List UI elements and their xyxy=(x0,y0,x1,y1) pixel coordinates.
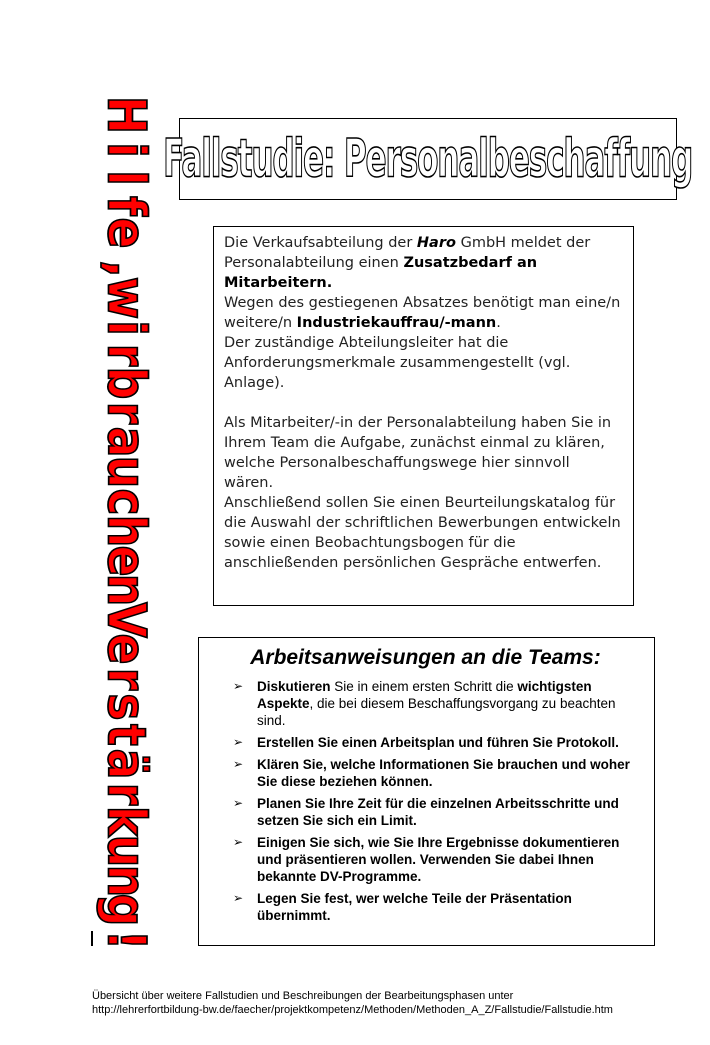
tasks-box xyxy=(198,637,655,946)
banner-letter: , xyxy=(95,260,159,278)
list-item xyxy=(211,890,640,924)
banner-letter: g xyxy=(95,893,159,927)
list-item xyxy=(211,834,640,885)
banner-letter: ä xyxy=(95,748,159,780)
task-text: , die bei diesem Beschaffungsvorgang zu beachten sind. xyxy=(257,696,616,728)
banner-letter: n xyxy=(95,864,159,898)
tasks-heading: Arbeitsanweisungen an die Teams: xyxy=(250,646,601,669)
arrow-bullet-icon: ➢ xyxy=(233,796,244,810)
company-name: Haro xyxy=(416,235,456,251)
banner-letter: u xyxy=(95,455,159,489)
banner-letter: h xyxy=(95,514,159,548)
intro-text: . xyxy=(496,315,501,331)
list-item xyxy=(211,734,640,751)
list-item xyxy=(211,678,640,729)
banner-letter: e xyxy=(95,545,159,577)
list-item xyxy=(211,795,640,829)
banner-letter: e xyxy=(95,633,159,665)
banner-letter: c xyxy=(95,488,159,516)
intro-text: GmbH meldet der Personalabteilung einen xyxy=(224,235,591,271)
paragraph-gap xyxy=(224,393,623,413)
banner-letters xyxy=(92,92,162,952)
arrow-bullet-icon: ➢ xyxy=(233,757,244,771)
arrow-bullet-icon: ➢ xyxy=(233,679,244,693)
banner-letter: n xyxy=(95,573,159,607)
intro-paragraph-3: Der zuständige Abteilungsleiter hat die Anforderungsmerkmale zusammengestellt (vgl. Anlage). xyxy=(224,335,571,391)
arrow-bullet-icon: ➢ xyxy=(233,835,244,849)
banner-letter: i xyxy=(95,142,159,158)
banner-letter: s xyxy=(95,693,159,721)
task-text: Einigen Sie sich, wie Sie Ihre Ergebnisse dokumentieren und präsentieren wollen. Verwenden Sie dabei Ihnen bekannte DV-Programme. xyxy=(257,835,620,884)
banner-letter: a xyxy=(95,426,159,458)
task-text: Sie in einem ersten Schritt die xyxy=(330,679,518,694)
task-text: Erstellen Sie einen Arbeitsplan und führen Sie Protokoll. xyxy=(257,735,619,750)
intro-paragraph-4: Als Mitarbeiter/-in der Personalabteilung haben Sie in Ihrem Team die Aufgabe, zunächst einmal zu klären, welche Personalbeschaffungswege hier sinnvoll wären. xyxy=(224,415,612,491)
banner-letter: k xyxy=(95,805,159,837)
banner-letter: H xyxy=(95,95,159,135)
intro-paragraph-5: Anschließend sollen Sie einen Beurteilungskatalog für die Auswahl der schriftlichen Bewerbungen entwickeln sowie einen Beobachtungsbogen für die anschließenden persönlichen Gespräche entwerfen. xyxy=(224,495,621,571)
banner-letter: u xyxy=(95,834,159,868)
banner-letter: t xyxy=(95,724,159,746)
intro-text: Wegen des gestiegenen Absatzes benötigt man eine/n weitere/n xyxy=(224,295,621,331)
intro-text: Die Verkaufsabteilung der xyxy=(224,235,417,251)
task-text: Legen Sie fest, wer welche Teile der Präsentation übernimmt. xyxy=(257,891,572,923)
banner-letter: r xyxy=(95,343,159,367)
banner-letter: l xyxy=(95,170,159,186)
intro-paragraph-1 xyxy=(224,233,623,293)
banner-letter: i xyxy=(95,320,159,336)
text-cursor xyxy=(91,931,93,946)
title-box xyxy=(163,118,693,200)
footer xyxy=(92,989,702,1017)
banner-letter: r xyxy=(95,667,159,691)
footer-text: Übersicht über weitere Fallstudien und Beschreibungen der Bearbeitungsphasen unter xyxy=(92,990,514,1002)
vertical-banner xyxy=(92,92,162,952)
banner-letter: b xyxy=(95,366,159,400)
arrow-bullet-icon: ➢ xyxy=(233,735,244,749)
banner-letter: r xyxy=(95,782,159,806)
banner-letter: V xyxy=(95,602,159,638)
footer-link[interactable]: http://lehrerfortbildung-bw.de/faecher/projektkompetenz/Methoden/Methoden_A_Z/Fallstudie/Fallstudie.htm xyxy=(92,1004,613,1016)
task-bold-text: wichtigsten Aspekte xyxy=(257,679,592,711)
banner-letter: w xyxy=(95,276,159,320)
task-text: Planen Sie Ihre Zeit für die einzelnen Arbeitsschritte und setzen Sie sich ein Limit. xyxy=(257,796,619,828)
banner-letter: ! xyxy=(95,929,159,951)
intro-bold-text: Zusatzbedarf an Mitarbeitern. xyxy=(224,255,538,291)
banner-letter: f xyxy=(95,195,159,216)
task-text: Klären Sie, welche Informationen Sie brauchen und woher Sie diese beziehen können. xyxy=(257,757,630,789)
task-bold-text: Diskutieren xyxy=(257,679,331,694)
intro-bold-text: Industriekauffrau/-mann xyxy=(296,315,497,331)
intro-box xyxy=(213,226,634,606)
banner-letter: r xyxy=(95,401,159,425)
tasks-list xyxy=(211,678,640,924)
arrow-bullet-icon: ➢ xyxy=(233,891,244,905)
list-item xyxy=(211,756,640,790)
page-title: Fallstudie: Personalbeschaffung xyxy=(163,128,693,190)
intro-paragraph-2 xyxy=(224,293,623,333)
banner-letter: e xyxy=(95,217,159,249)
